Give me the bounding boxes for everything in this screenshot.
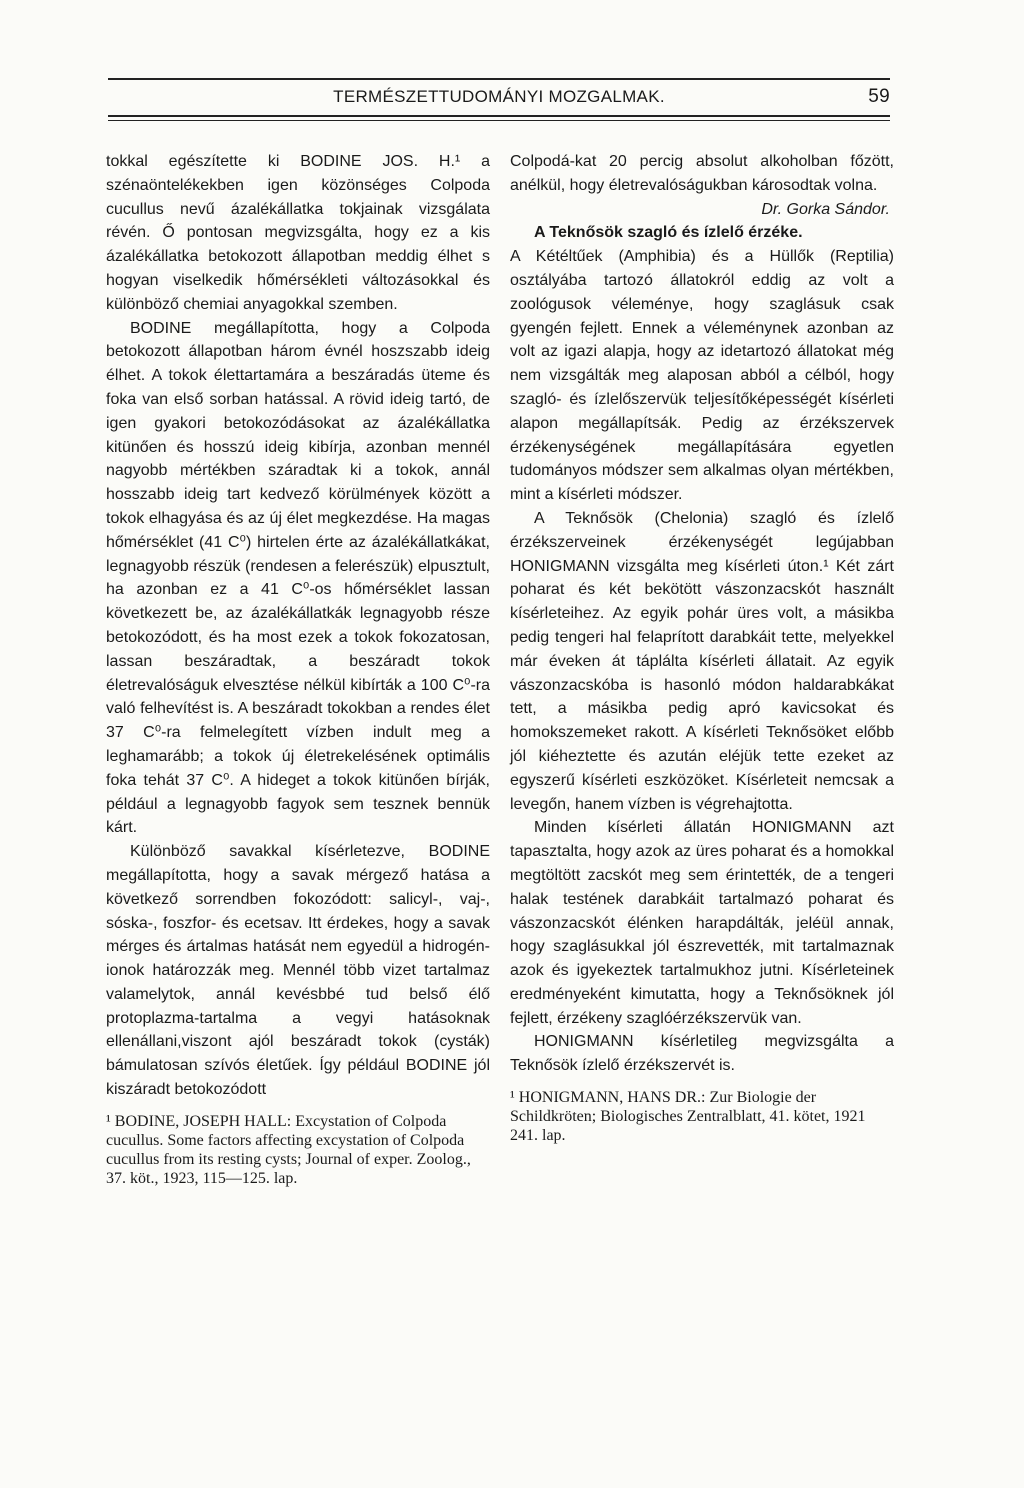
article-heading-text: A Teknősök szagló és ízlelő érzéke. bbox=[534, 224, 803, 242]
right-footnote: ¹ HONIGMANN, HANS DR.: Zur Biologie der Schildkröten; Biologisches Zentralblatt, 41. kötet, 1921 241. lap. bbox=[510, 1089, 866, 1145]
left-paragraph-1: tokkal egészítette ki BODINE JOS. H.¹ a szénaöntelékekben igen közönséges Colpoda cucullus nevű ázalékállatka tokjainak vizsgálata révén. Ő pontosan megvizsgálta, hogy ez a kis ázalékállatka betokozott állapotban meddig élhet s hogyan viselkedik hőmérsékleti változásokkal és különböző chemiai anyagokkal szemben. bbox=[106, 153, 490, 313]
right-paragraph-5: HONIGMANN kísérletileg megvizsgálta a Teknősök ízlelő érzékszervét is. bbox=[510, 1033, 894, 1075]
running-header bbox=[108, 78, 890, 121]
right-paragraph-4: Minden kísérleti állatán HONIGMANN azt tapasztalta, hogy azok az üres poharat és a homokkal megtöltött zacskót meg sem érintették, de a tengeri halak testének darabkáit tartalmazó poharat és vászonzacskót élénken harapdálták, jeléül annak, hogy szaglásukkal jól észrevették, mit tartalmaznak azok és igyekeztek tartalmukhoz jutni. Kísérleteinek eredményeként kimutatta, hogy a Teknősöknek jól fejlett, érzékeny szaglóérzékszervük van. bbox=[510, 819, 894, 1027]
header-rule-bottom-thin bbox=[108, 120, 890, 121]
author-signature: Dr. Gorka Sándor. bbox=[761, 200, 890, 218]
left-footnote: ¹ BODINE, JOSEPH HALL: Excystation of Colpoda cucullus. Some factors affecting excystation of Colpoda cucullus from its resting cysts; Journal of exper. Zoolog., 37. köt., 1923, 115—125. lap. bbox=[106, 1112, 471, 1187]
page-number: 59 bbox=[868, 86, 890, 107]
journal-title: TERMÉSZETTUDOMÁNYI MOZGALMAK. bbox=[333, 87, 665, 106]
right-paragraph-1: Colpodá-kat 20 percig absolut alkoholban főzött, anélkül, hogy életrevalóságukban károsodtak volna. bbox=[510, 153, 894, 194]
header-row bbox=[108, 80, 890, 114]
left-column bbox=[106, 150, 490, 1188]
header-rule-bottom bbox=[108, 115, 890, 117]
article-heading bbox=[510, 221, 894, 245]
right-paragraph-3: A Teknősök (Chelonia) szagló és ízlelő érzékszerveinek érzékenységét legújabban HONIGMANN vizsgálta meg kísérleti úton.¹ Két zárt poharat és két bekötött vászonzacskót használt kísérleteihez. Az egyik pohár üres volt, a másikba pedig tengeri hal felaprított darabkáit tette, melyekkel már éveken át táplálta kísérleti állatait. Az egyik vászonzacskóba is hasonló módon haldarabkákat tett, a másikba pedig apró kavicsokat és homokszemeket rakott. A kísérleti Teknősöket előbb jól kiéheztette és azután eléjük tette ezeket az egyszerű kísérleti eszközöket. Kísérleteit nemcsak a levegőn, hanem vízben is végrehajtotta. bbox=[510, 509, 894, 813]
left-paragraph-3: Különböző savakkal kísérletezve, BODINE megállapította, hogy a savak mérgező hatása a következő sorrendben fokozódott: salicyl-, vaj-, sóska-, foszfor- és ecetsav. Itt érdekes, hogy a savak mérges és ártalmas hatását nem egyedül a hidrogén-ionok határozzák meg. Mennél több vizet tartalmaz valamelytok, annál kevésbbé tud belső élő protoplazma-tartalma a vegyi hatásoknak ellenállani,viszont ajól beszáradt tokok (cysták) bámulatosan szívós életűek. Így például BODINE jól kiszáradt betokozódott bbox=[106, 843, 490, 1099]
right-paragraph-2: A Kétéltűek (Amphibia) és a Hüllők (Reptilia) osztályába tartozó állatokról eddig az volt a zoológusok véleménye, hogy szaglásuk csak gyengén fejlett. Ennek a véleménynek azonban az volt az igazi alapja, hogy az idetartozó állatokat még nem vizsgálták meg alaposan abból a célból, hogy szagló- és ízlelőszervük teljesítőképességét kísérleti alapon megállapítsák. Pedig az érzékszervek érzékenységének megállapítására egyetlen tudományos módszer sem alkalmas olyan mértékben, mint a kísérleti módszer. bbox=[510, 248, 894, 504]
left-paragraph-2: BODINE megállapította, hogy a Colpoda betokozott állapotban három évnél hoszszabb ideig élhet. A tokok élettartamára a beszáradás üteme és foka van első sorban hatással. A rövid ideig tartó, de igen gyakori betokozódásokat az ázalékállatka kitünően és hosszú ideig kibírja, azonban mennél nagyobb mértékben száradtak ki a tokok, annál hosszabb ideig tart kedvező körülmények között a tokok elhagyása és az új élet megkezdése. Ha magas hőmérséklet (41 C⁰) hirtelen érte az ázalékállatkákat, legnagyobb részük (rendesen a felerészük) elpusztult, ha azonban ez a 41 C⁰-os hőmérséklet lassan következett be, az ázalékállatkák legnagyobb része betokozódott, és ha most ezek a tokok fokozatosan, lassan beszáradtak, a beszáradt tokok életrevalóságuk elvesztése nélkül kibírták a 100 C⁰-ra való felhevítést is. A beszáradt tokokban a rendes élet 37 C⁰-ra felmelegített vízben indult meg a leghamarább; a tokok új életrekelésének optimális foka tehát 37 C⁰. A hideget a tokok kitünően bírják, például a legnagyobb fagyok sem tesznek bennük kárt. bbox=[106, 319, 490, 837]
right-column bbox=[510, 150, 894, 1145]
